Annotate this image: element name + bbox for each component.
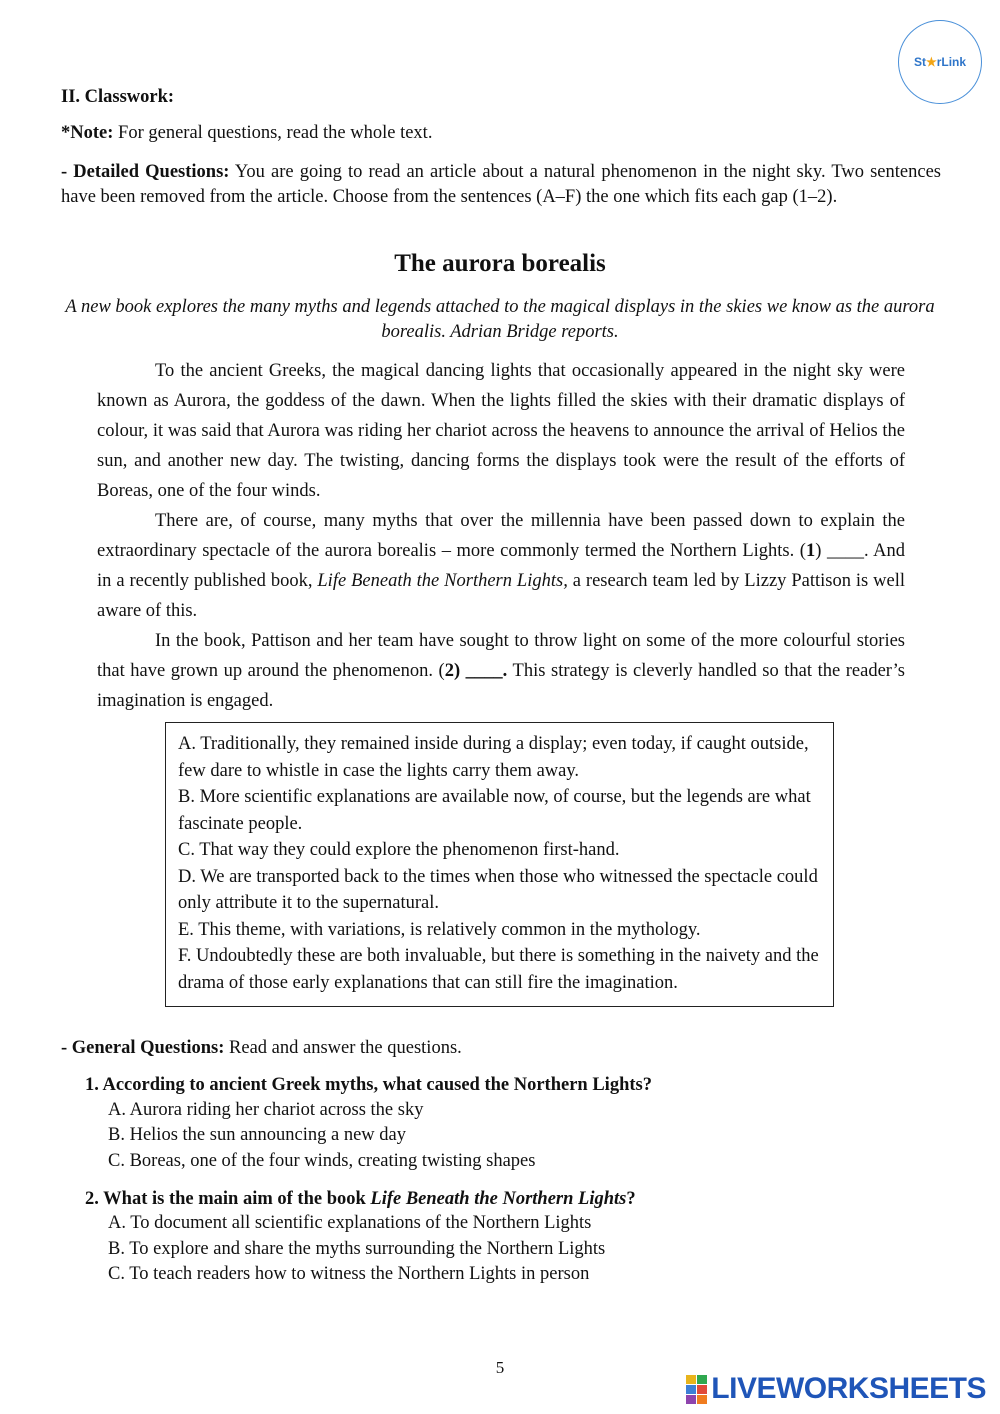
starlink-logo bbox=[898, 20, 982, 104]
question-1-option-c[interactable]: C. Boreas, one of the four winds, creating twisting shapes bbox=[108, 1151, 536, 1171]
option-a: A. Traditionally, they remained inside during a display; even today, if caught outside, few dare to whistle in case the lights carry them away. bbox=[178, 734, 809, 781]
section-heading: II. Classwork: bbox=[61, 87, 175, 107]
sentence-options-box bbox=[165, 722, 834, 1007]
option-e: E. This theme, with variations, is relatively common in the mythology. bbox=[178, 919, 701, 940]
option-b: B. More scientific explanations are available now, of course, but the legends are what fascinate people. bbox=[178, 787, 811, 834]
article-subtitle: A new book explores the many myths and legends attached to the magical displays in the skies we know as the aurora borealis. Adrian Bridge reports. bbox=[65, 297, 935, 342]
liveworksheets-text: LIVEWORKSHEETS bbox=[711, 1372, 986, 1405]
starlink-logo-text: St★rLink bbox=[913, 55, 967, 69]
liveworksheets-logo bbox=[686, 1372, 986, 1406]
general-questions-instructions: - General Questions: Read and answer the questions. bbox=[61, 1038, 462, 1058]
option-c: C. That way they could explore the phenomenon first-hand. bbox=[178, 840, 620, 860]
question-2: 2. What is the main aim of the book Life Beneath the Northern Lights? bbox=[85, 1189, 636, 1209]
paragraph-3: In the book, Pattison and her team have sought to throw light on some of the more colourful stories that have grown up around the phenomenon. (2) ____. This strategy is cleverly handled so that the reader’s imagination is engaged. bbox=[97, 631, 905, 711]
question-1: 1. According to ancient Greek myths, what caused the Northern Lights? bbox=[85, 1075, 652, 1095]
option-d: D. We are transported back to the times when those who witnessed the spectacle could only attribute it to the supernatural. bbox=[178, 866, 818, 913]
page-number: 5 bbox=[495, 1358, 505, 1377]
question-2-option-c[interactable]: C. To teach readers how to witness the Northern Lights in person bbox=[108, 1264, 590, 1284]
question-1-option-a[interactable]: A. Aurora riding her chariot across the sky bbox=[108, 1100, 424, 1120]
paragraph-1: To the ancient Greeks, the magical dancing lights that occasionally appeared in the night sky were known as Aurora, the goddess of the dawn. When the lights filled the skies with their dramatic displays of colour, it was said that Aurora was riding her chariot across the heavens to announce the arrival of Helios the sun, and another new day. The twisting, dancing forms the displays took were the result of the efforts of Boreas, one of the four winds. bbox=[97, 361, 905, 501]
liveworksheets-grid-icon bbox=[686, 1375, 707, 1404]
paragraph-2: There are, of course, many myths that over the millennia have been passed down to explain the extraordinary spectacle of the aurora borealis – more commonly termed the Northern Lights. (1) ____. And in a recently published book, Life Beneath the Northern Lights, a research team led by Lizzy Pattison is well aware of this. bbox=[97, 511, 905, 621]
detailed-questions-instructions: - Detailed Questions: You are going to read an article about a natural phenomenon in the night sky. Two sentences have been removed from the article. Choose from the sentences (A–F) the one which fits each gap (1–2). bbox=[61, 162, 941, 207]
article-title: The aurora borealis bbox=[394, 250, 606, 277]
note: *Note: For general questions, read the whole text. bbox=[61, 123, 433, 143]
question-1-option-b[interactable]: B. Helios the sun announcing a new day bbox=[108, 1125, 406, 1145]
star-icon: ★ bbox=[925, 55, 937, 69]
article-body bbox=[97, 356, 905, 716]
question-2-option-a[interactable]: A. To document all scientific explanations of the Northern Lights bbox=[108, 1213, 592, 1233]
question-2-option-b[interactable]: B. To explore and share the myths surrounding the Northern Lights bbox=[108, 1239, 606, 1259]
option-f: F. Undoubtedly these are both invaluable, but there is something in the naivety and the drama of those early explanations that can still fire the imagination. bbox=[178, 946, 819, 993]
